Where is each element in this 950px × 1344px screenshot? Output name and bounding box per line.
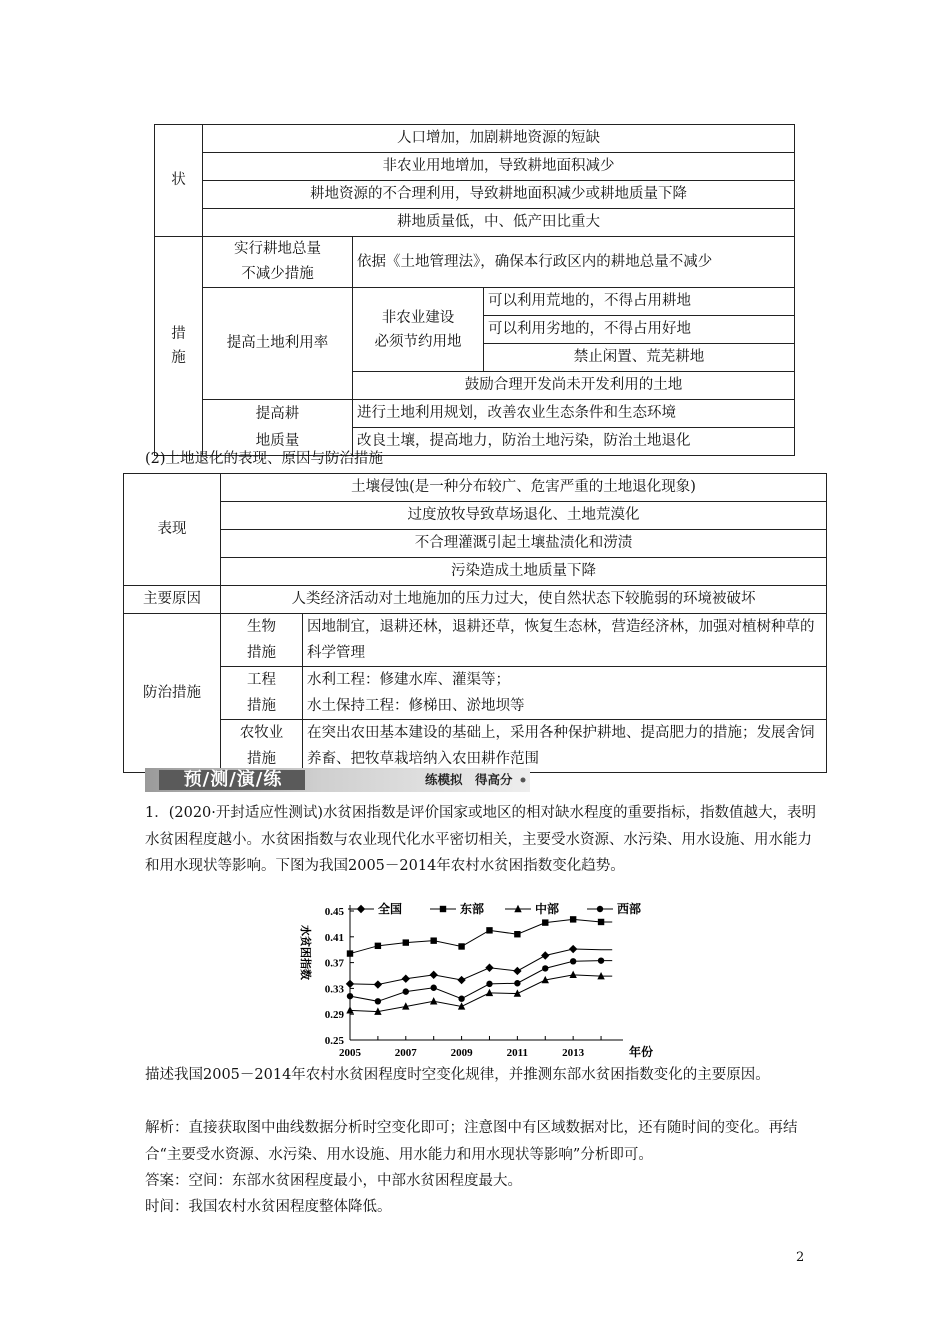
answer-text-2: 时间：我国农村水贫困程度整体降低。 (145, 1199, 392, 1215)
status-label: 状 (155, 125, 203, 237)
measure3-item: 进行土地利用规划，改善农业生态条件和生态环境 (353, 400, 795, 428)
series-line-全国 (350, 949, 612, 984)
measure2-extra: 鼓励合理开发尚未开发利用的土地 (353, 372, 795, 400)
x-tick-label: 2009 (450, 1047, 473, 1059)
y-tick-label: 0.37 (324, 957, 344, 970)
data-point-东部 (542, 919, 548, 925)
series-line-中部 (350, 975, 612, 1012)
data-point-全国 (513, 967, 521, 975)
data-point-西部 (430, 985, 436, 991)
data-point-东部 (430, 937, 436, 943)
data-point-全国 (402, 975, 410, 983)
measure2-item: 可以利用劣地的，不得占用好地 (484, 316, 795, 344)
x-tick-label: 2005 (339, 1047, 361, 1059)
cultivated-land-table (154, 124, 795, 456)
data-point-东部 (458, 943, 464, 949)
show-row: 污染造成土地质量下降 (221, 558, 827, 586)
data-point-西部 (570, 958, 576, 964)
data-point-中部 (430, 997, 437, 1004)
legend-marker (597, 906, 603, 912)
analysis-text: 解析：直接获取图中曲线数据分析时空变化即可；注意图中有区域数据对比，还有随时间的变化。再结合“主要受水资源、水污染、用水设施、用水能力和用水现状等影响”分析即可。 (145, 1120, 798, 1163)
data-point-西部 (403, 988, 409, 994)
prevent-text: 在突出农田基本建设的基础上，采用各种保护耕地、提高肥力的措施；发展舍饲养畜、把牧草栽培纳入农田耕作范围 (303, 720, 827, 773)
prevent-text: 水利工程：修建水库、灌渠等； 水土保持工程：修梯田、淤地坝等 (303, 667, 827, 720)
measure2-label: 提高土地利用率 (203, 288, 353, 400)
x-tick-label: 2011 (506, 1047, 529, 1059)
prevent-text: 因地制宜，退耕还林，退耕还草，恢复生态林，营造经济林，加强对植树种草的科学管理 (303, 614, 827, 667)
legend-marker (357, 905, 365, 913)
y-axis-label: 水贫困指数 (299, 925, 312, 980)
land-degradation-table (123, 473, 827, 773)
data-point-中部 (346, 1006, 353, 1013)
legend-marker (440, 906, 446, 912)
legend-label: 中部 (535, 902, 560, 916)
data-point-东部 (514, 931, 520, 937)
data-point-西部 (542, 965, 548, 971)
data-point-东部 (403, 939, 409, 945)
data-point-东部 (598, 919, 604, 925)
y-tick-label: 0.41 (324, 931, 344, 944)
status-row: 耕地资源的不合理利用，导致耕地面积减少或耕地质量下降 (203, 181, 795, 209)
prevent-type: 生物 措施 (221, 614, 303, 667)
data-point-西部 (458, 996, 464, 1002)
y-tick-label: 0.29 (324, 1009, 344, 1022)
prompt-text: 描述我国2005－2014年农村水贫困程度时空变化规律，并推测东部水贫困指数变化的主要原因。 (145, 1067, 770, 1083)
measures-label: 措 施 (155, 237, 203, 456)
series-line-西部 (350, 961, 612, 1002)
show-row: 土壤侵蚀(是一种分布较广、危害严重的土地退化现象) (221, 474, 827, 502)
prevent-type: 工程 措施 (221, 667, 303, 720)
data-point-东部 (375, 943, 381, 949)
data-point-东部 (347, 950, 353, 956)
prevent-type: 农牧业 措施 (221, 720, 303, 773)
show-row: 不合理灌溉引起土壤盐渍化和涝渍 (221, 530, 827, 558)
data-point-西部 (375, 998, 381, 1004)
measure3-item: 改良土壤，提高地力，防治土地污染，防治土地退化 (353, 428, 795, 456)
show-row: 过度放牧导致草场退化、土地荒漠化 (221, 502, 827, 530)
status-row: 耕地质量低，中、低产田比重大 (203, 209, 795, 237)
data-point-全国 (429, 971, 437, 979)
banner-title: 预/测/演/练 (183, 769, 283, 790)
data-point-东部 (486, 927, 492, 933)
cause-text: 人类经济活动对土地施加的压力过大，使自然状态下较脆弱的环境被破坏 (221, 586, 827, 614)
y-tick-label: 0.45 (324, 906, 344, 918)
data-point-西部 (347, 993, 353, 999)
data-point-全国 (374, 980, 382, 988)
y-tick-label: 0.33 (324, 983, 344, 996)
data-point-西部 (598, 957, 604, 963)
measure3-label: 提高耕 地质量 (203, 400, 353, 456)
measure2-item: 禁止闲置、荒芜耕地 (484, 344, 795, 372)
data-point-西部 (514, 980, 520, 986)
x-axis-label: 年份 (629, 1045, 654, 1059)
data-point-东部 (570, 916, 576, 922)
measure1-text: 依据《土地管理法》，确保本行政区内的耕地总量不减少 (353, 237, 795, 288)
question-text: 1．(2020·开封适应性测试)水贫困指数是评价国家或地区的相对缺水程度的重要指标，指数值越大，表明水贫困程度越小。水贫困指数与农业现代化水平密切相关，主要受水资源、水污染、用水设施、用水能力和用水现状等影响。下图为我国2005－2014年农村水贫困指数变化趋势。 (145, 805, 817, 874)
cause-label: 主要原因 (124, 586, 221, 614)
status-row: 非农业用地增加，导致耕地面积减少 (203, 153, 795, 181)
data-point-中部 (569, 971, 576, 978)
status-row: 人口增加，加剧耕地资源的短缺 (203, 125, 795, 153)
x-tick-label: 2013 (562, 1047, 585, 1059)
water-poverty-chart (290, 897, 660, 1062)
page-number: 2 (796, 1250, 805, 1265)
legend-label: 东部 (460, 902, 485, 916)
data-point-全国 (485, 964, 493, 972)
legend-label: 全国 (378, 902, 403, 916)
data-point-中部 (486, 989, 493, 996)
data-point-全国 (457, 976, 465, 984)
answer-text: 答案：空间：东部水贫困程度最小，中部水贫困程度最大。 (145, 1173, 522, 1189)
measure2-item: 可以利用荒地的，不得占用耕地 (484, 288, 795, 316)
show-label: 表现 (124, 474, 221, 586)
data-point-全国 (346, 980, 354, 988)
data-point-西部 (486, 981, 492, 987)
data-point-全国 (541, 951, 549, 959)
measure1-label: 实行耕地总量 不减少措施 (203, 237, 353, 288)
prevent-label: 防治措施 (124, 614, 221, 773)
practice-banner (145, 768, 530, 792)
section-title: (2)土地退化的表现、原因与防治措施 (145, 451, 384, 467)
banner-subtitle: 练模拟 得高分 (425, 772, 513, 787)
measure2-sub: 非农业建设 必须节约用地 (353, 288, 484, 372)
y-tick-label: 0.25 (324, 1035, 344, 1047)
data-point-全国 (569, 945, 577, 953)
legend-label: 西部 (617, 902, 642, 916)
x-tick-label: 2007 (394, 1047, 417, 1059)
